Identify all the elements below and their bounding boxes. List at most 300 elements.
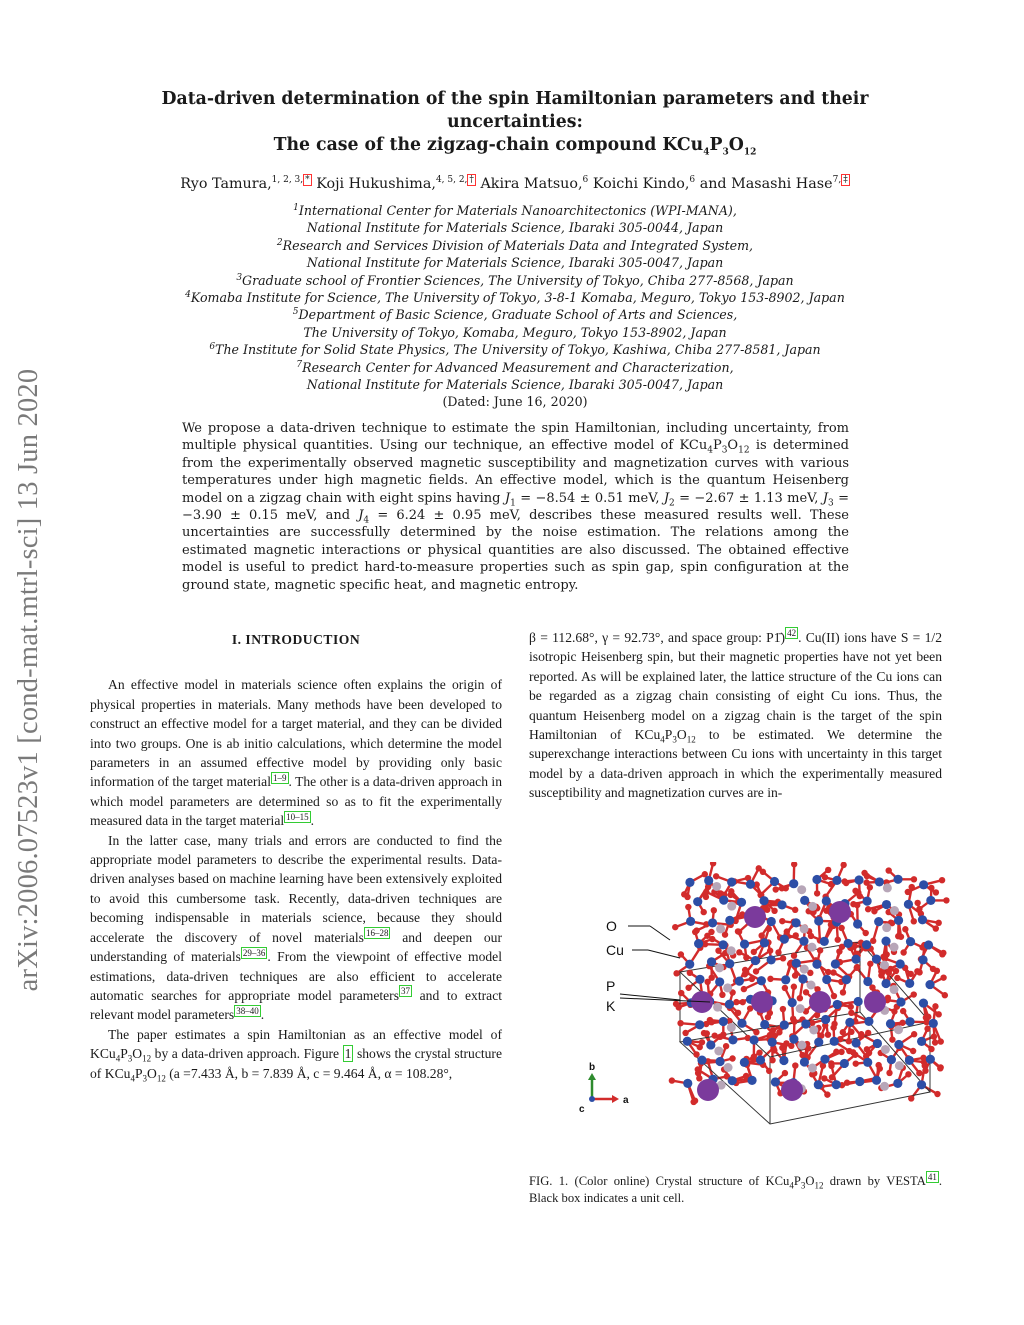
oxygen-atom [692, 929, 698, 935]
copper-atom [728, 1076, 737, 1085]
copper-atom [770, 877, 779, 886]
copper-atom [822, 975, 831, 984]
oxygen-atom [911, 876, 917, 882]
author-footnote-link[interactable]: * [305, 175, 310, 186]
oxygen-atom [740, 999, 746, 1005]
paragraph-3: The paper estimates a spin Hamiltonian as an effective model of $KCu_4P_3O_{12}$ by a data-driven approach. Figure 1 shows the crystal structure of $KCu_4P_3O_{12}$ (a =7.433 Å, b = 7.839 Å, c = 9.464 Å, α = 108.28°, [90, 1026, 502, 1084]
copper-atom [781, 975, 790, 984]
phosphorus-atom [890, 943, 899, 952]
citation-link[interactable]: 41 [927, 1171, 937, 1182]
copper-atom [918, 955, 927, 964]
oxygen-atom [766, 1068, 772, 1074]
copper-atom [740, 940, 749, 949]
oxygen-atom [711, 907, 717, 913]
copper-atom [694, 939, 703, 948]
oxygen-atom [889, 1036, 895, 1042]
oxygen-atom [852, 888, 858, 894]
oxygen-atom [911, 1031, 917, 1037]
oxygen-atom [791, 953, 797, 959]
oxygen-atom [848, 1029, 854, 1035]
copper-atom [695, 975, 704, 984]
copper-atom [751, 956, 760, 965]
copper-atom [685, 878, 694, 887]
oxygen-atom [701, 1030, 707, 1036]
copper-atom [851, 955, 860, 964]
citation-link[interactable]: 29–36 [242, 947, 266, 958]
oxygen-atom [940, 950, 946, 956]
oxygen-atom [854, 902, 860, 908]
figure-link[interactable]: 1 [344, 1046, 352, 1062]
copper-atom [695, 1020, 704, 1029]
oxygen-atom [870, 938, 876, 944]
author: Koji Hukushima,$^{4, 5, 2,}$ † [316, 175, 474, 192]
axis-label-c: c [579, 1104, 585, 1115]
citation-link[interactable]: 42 [787, 628, 797, 639]
oxygen-atom [895, 933, 901, 939]
phosphorus-atom [881, 1045, 890, 1054]
section-heading-introduction: I. INTRODUCTION [231, 632, 361, 647]
phosphorus-atom [808, 902, 817, 911]
copper-atom [792, 959, 801, 968]
oxygen-atom [916, 906, 922, 912]
oxygen-atom [823, 907, 829, 913]
oxygen-atom [779, 1045, 785, 1051]
copper-atom [929, 1019, 938, 1028]
copper-atom [719, 940, 728, 949]
oxygen-atom [682, 1030, 688, 1036]
author: Ryo Tamura,$^{1, 2, 3,}$ * [180, 175, 310, 192]
copper-atom [832, 1080, 841, 1089]
oxygen-atom [831, 993, 837, 999]
copper-atom [863, 1058, 872, 1067]
oxygen-atom [693, 1051, 699, 1057]
oxygen-atom [756, 1049, 762, 1055]
copper-atom [893, 875, 902, 884]
potassium-atom [751, 991, 773, 1013]
oxygen-atom [780, 1006, 786, 1012]
copper-atom [833, 1000, 842, 1009]
dated-line: (Dated: June 16, 2020) [442, 394, 588, 410]
oxygen-atom [771, 1047, 777, 1053]
copper-atom [685, 960, 694, 969]
copper-atom [855, 1077, 864, 1086]
oxygen-atom [935, 920, 941, 926]
oxygen-atom [779, 885, 785, 891]
copper-atom [821, 1015, 830, 1024]
copper-atom [740, 1058, 749, 1067]
author-footnote-link[interactable]: † [469, 175, 474, 186]
author-list [100, 176, 930, 192]
oxygen-atom [703, 889, 709, 895]
oxygen-atom [767, 976, 773, 982]
author: Akira Matsuo,$^6$ [480, 175, 589, 192]
copper-atom [844, 939, 853, 948]
oxygen-atom [776, 1029, 782, 1035]
right-column [529, 628, 942, 803]
oxygen-atom [751, 949, 757, 955]
oxygen-atom [743, 969, 749, 975]
oxygen-atom [695, 1066, 701, 1072]
phosphorus-atom [727, 1023, 736, 1032]
copper-atom [727, 877, 736, 886]
copper-atom [791, 918, 800, 927]
oxygen-atom [792, 907, 798, 913]
potassium-atom [809, 991, 831, 1013]
oxygen-atom [943, 897, 949, 903]
copper-atom [919, 998, 928, 1007]
copper-atom [715, 1057, 724, 1066]
oxygen-atom [719, 992, 725, 998]
copper-atom [906, 937, 915, 946]
copper-atom [863, 897, 872, 906]
copper-atom [800, 1057, 809, 1066]
formula-kcu4p3o12: $KCu_4P_3O_{12}$ [90, 1046, 152, 1064]
copper-atom [780, 935, 789, 944]
oxygen-atom [864, 1046, 870, 1052]
oxygen-atom [846, 1038, 852, 1044]
affiliation-line: $^7$Research Center for Advanced Measurement and Characterization, [296, 359, 734, 375]
oxygen-atom [753, 968, 759, 974]
oxygen-atom [931, 1033, 937, 1039]
oxygen-atom [840, 989, 846, 995]
oxygen-atom [677, 1020, 683, 1026]
oxygen-atom [861, 870, 867, 876]
oxygen-atom [908, 971, 914, 977]
author-footnote-link[interactable]: ‡ [843, 175, 848, 186]
oxygen-atom [942, 992, 948, 998]
oxygen-atom [701, 909, 707, 915]
oxygen-atom [681, 891, 687, 897]
oxygen-atom [711, 1032, 717, 1038]
affiliation-line: $^1$International Center for Materials Nanoarchitectonics (WPI-MANA), [293, 202, 737, 218]
oxygen-atom [865, 906, 871, 912]
oxygen-atom [940, 974, 946, 980]
copper-atom [789, 1035, 798, 1044]
axis-a-head [612, 1095, 619, 1103]
copper-atom [728, 1035, 737, 1044]
copper-atom [820, 937, 829, 946]
legend-label-cu: Cu [606, 942, 624, 958]
oxygen-atom [673, 970, 679, 976]
copper-atom [852, 1038, 861, 1047]
oxygen-atom [865, 1030, 871, 1036]
copper-atom [801, 1019, 810, 1028]
copper-atom [725, 1000, 734, 1009]
copper-atom [881, 937, 890, 946]
copper-atom [872, 1076, 881, 1085]
phosphorus-atom [883, 883, 892, 892]
copper-atom [737, 1019, 746, 1028]
legend-pointer [648, 950, 680, 958]
phosphorus-atom [723, 983, 732, 992]
oxygen-atom [775, 949, 781, 955]
oxygen-atom [905, 1071, 911, 1077]
phosphorus-atom [806, 981, 815, 990]
copper-atom [768, 1038, 777, 1047]
oxygen-atom [685, 985, 691, 991]
copper-atom [771, 1077, 780, 1086]
oxygen-atom [933, 925, 939, 931]
oxygen-atom [814, 890, 820, 896]
copper-atom [708, 918, 717, 927]
oxygen-atom [791, 862, 797, 867]
formula-kcu4p3o12: $KCu_4P_3O_{12}$ [634, 727, 696, 745]
phosphorus-atom [796, 1004, 805, 1013]
abstract: We propose a data-driven technique to estimate the spin Hamiltonian, including uncertainty, from multiple physical quantities. Using our technique, an effective model of $KCu_4P_3O_{12}$ is determined from the experimentally observed magnetic susceptibility and magnetization curves with various temperatures under high magnetic fields. An effective model, which is the quantum Heisenberg model on a zigzag chain with eight spins having $J_1 = -8.54 \pm 0.51$ meV, $J_2 = -2.67 \pm 1.13$ meV, $J_3 = -3.90 \pm 0.15$ meV, and $J_4 = 6.24 \pm 0.95$ meV, describes these measured results well. These uncertainties are successfully determined by the noise estimation. The relations among the estimated magnetic interactions or physical quantities are also discussed. The obtained effective model is useful to predict hard-to-measure properties such as spin gap, spin configuration at the ground state, magnetic specific heat, and magnetic entropy. [182, 421, 849, 593]
axis-label-a: a [623, 1095, 629, 1106]
oxygen-atom [932, 1039, 938, 1045]
oxygen-atom [782, 1070, 788, 1076]
oxygen-atom [848, 1004, 854, 1010]
copper-atom [842, 975, 851, 984]
copper-atom [918, 915, 927, 924]
legend-label-k: K [606, 998, 616, 1014]
oxygen-atom [875, 1062, 881, 1068]
oxygen-atom [791, 984, 797, 990]
title-line-3: The case of the zigzag-chain compound $KCu_4P_3O_{12}$ [273, 135, 757, 158]
copper-atom [862, 940, 871, 949]
copper-atom [919, 880, 928, 889]
copper-atom [905, 1056, 914, 1065]
oxygen-atom [727, 892, 733, 898]
oxygen-atom [690, 1099, 696, 1105]
copper-atom [875, 877, 884, 886]
copper-atom [767, 917, 776, 926]
oxygen-atom [899, 1020, 905, 1026]
oxygen-atom [766, 926, 772, 932]
citation-link[interactable]: 38–40 [236, 1005, 259, 1016]
oxygen-atom [928, 1046, 934, 1052]
oxygen-atom [902, 926, 908, 932]
oxygen-atom [678, 990, 684, 996]
oxygen-atom [773, 886, 779, 892]
copper-atom [812, 875, 821, 884]
copper-atom [735, 977, 744, 986]
oxygen-atom [707, 1017, 713, 1023]
oxygen-atom [821, 1075, 827, 1081]
oxygen-atom [797, 995, 803, 1001]
oxygen-atom [934, 968, 940, 974]
copper-atom [854, 997, 863, 1006]
copper-atom [873, 1039, 882, 1048]
oxygen-atom [749, 976, 755, 982]
oxygen-atom [710, 862, 716, 867]
potassium-atom [781, 1079, 803, 1101]
copper-atom [917, 1037, 926, 1046]
copper-atom [683, 1037, 692, 1046]
copper-atom [864, 1017, 873, 1026]
copper-atom [863, 977, 872, 986]
oxygen-atom [908, 1095, 914, 1101]
copper-atom [800, 896, 809, 905]
oxygen-atom [767, 1032, 773, 1038]
phosphorus-atom [894, 1025, 903, 1034]
copper-atom [896, 959, 905, 968]
axis-label-b: b [589, 1062, 596, 1073]
potassium-atom [697, 1079, 719, 1101]
phosphorus-atom [880, 1082, 889, 1091]
oxygen-atom [673, 1001, 679, 1007]
affiliations [100, 202, 930, 411]
copper-atom [926, 896, 935, 905]
oxygen-atom [704, 979, 710, 985]
oxygen-atom [853, 1060, 859, 1066]
affiliation-line: National Institute for Materials Science, Ibaraki 305-0044, Japan [306, 220, 724, 236]
author: Koichi Kindo,$^6$ [592, 175, 696, 192]
oxygen-atom [769, 1057, 775, 1063]
copper-atom [707, 957, 716, 966]
arxiv-stamp-text: arXiv:2006.07523v1 [cond-mat.mtrl-sci] 13 Jun 2020 [13, 368, 44, 992]
oxygen-atom [741, 986, 747, 992]
phosphorus-atom [727, 902, 736, 911]
citation-link[interactable]: 37 [401, 986, 411, 997]
oxygen-atom [886, 1070, 892, 1076]
oxygen-atom [793, 932, 799, 938]
oxygen-atom [825, 867, 831, 873]
phosphorus-atom [890, 906, 899, 915]
copper-atom [924, 940, 933, 949]
copper-atom [759, 896, 768, 905]
copper-atom [830, 1037, 839, 1046]
copper-atom [760, 1020, 769, 1029]
copper-atom [882, 900, 891, 909]
copper-atom [814, 1080, 823, 1089]
axis-b-head [588, 1073, 596, 1080]
oxygen-atom [909, 884, 915, 890]
oxygen-atom [808, 933, 814, 939]
copper-atom [719, 1017, 728, 1026]
formula-kcu4p3o12: $KCu_4P_3O_{12}$ [765, 1174, 824, 1191]
copper-atom [874, 917, 883, 926]
oxygen-atom [733, 999, 739, 1005]
copper-atom [905, 1017, 914, 1026]
oxygen-atom [920, 1055, 926, 1061]
oxygen-atom [791, 1018, 797, 1024]
phosphorus-atom [712, 882, 721, 891]
phosphorus-atom [713, 1003, 722, 1012]
phosphorus-atom [880, 961, 889, 970]
phosphorus-atom [797, 1041, 806, 1050]
copper-atom [887, 1055, 896, 1064]
oxygen-atom [779, 918, 785, 924]
oxygen-atom [729, 1055, 735, 1061]
oxygen-atom [835, 937, 841, 943]
oxygen-atom [817, 947, 823, 953]
phosphorus-atom [809, 1025, 818, 1034]
oxygen-atom [735, 1010, 741, 1016]
affiliation-line: The University of Tokyo, Komaba, Meguro, Tokyo 153-8902, Japan [303, 324, 727, 340]
affiliation-line: National Institute for Materials Science, Ibaraki 305-0047, Japan [306, 255, 724, 271]
legend-label-p: P [606, 978, 616, 994]
oxygen-atom [838, 925, 844, 931]
oxygen-atom [829, 1074, 835, 1080]
oxygen-atom [736, 949, 742, 955]
phosphorus-atom [807, 943, 816, 952]
copper-atom [719, 896, 728, 905]
copper-atom [820, 1055, 829, 1064]
copper-atom [926, 1055, 935, 1064]
oxygen-atom [850, 1049, 856, 1055]
copper-atom [894, 1040, 903, 1049]
copper-atom [853, 919, 862, 928]
copper-atom [789, 879, 798, 888]
oxygen-atom [760, 869, 766, 875]
oxygen-atom [867, 884, 873, 890]
oxygen-atom [911, 918, 917, 924]
oxygen-atom [699, 1039, 705, 1045]
copper-atom [788, 998, 797, 1007]
affiliation-line: $^2$Research and Services Division of Materials Data and Integrated System, [276, 237, 754, 253]
paragraph-1: An effective model in materials science often explains the origin of physical properties in materials. Many methods have been developed to construct an effective model for a target material, and they can be divided into two groups. One is ab initio calculations, which determine the model parameters in an assumed effective model by providing only basic information of the target material $^{1-9}$ . The other is a data-driven approach in which model parameters are determined so as to fit the experimentally measured data in the target material $^{10-15}$ . [90, 677, 502, 829]
phosphorus-atom [800, 965, 809, 974]
copper-atom [886, 1019, 895, 1028]
phosphorus-atom [797, 885, 806, 894]
copper-atom [814, 1037, 823, 1046]
left-column [90, 630, 502, 1083]
phosphorus-atom [714, 1046, 723, 1055]
oxygen-atom [678, 951, 684, 957]
phosphorus-atom [724, 1063, 733, 1072]
affiliation-line: $^6$The Institute for Solid State Physics, The University of Tokyo, Kashiwa, Chiba 277-8581, Japan [209, 342, 821, 358]
oxygen-atom [840, 1029, 846, 1035]
oxygen-atom [824, 1091, 830, 1097]
oxygen-atom [743, 954, 749, 960]
oxygen-atom [687, 970, 693, 976]
legend-label-o: O [606, 918, 617, 934]
oxygen-atom [771, 908, 777, 914]
copper-atom [822, 896, 831, 905]
oxygen-atom [937, 1065, 943, 1071]
oxygen-atom [938, 1038, 944, 1044]
phosphorus-atom [727, 946, 736, 955]
citation-link[interactable]: 16–28 [365, 928, 389, 939]
oxygen-atom [822, 874, 828, 880]
copper-atom [686, 917, 695, 926]
citation-link[interactable]: 10–15 [286, 811, 309, 822]
copper-atom [737, 898, 746, 907]
copper-atom [831, 959, 840, 968]
oxygen-atom [871, 908, 877, 914]
oxygen-atom [910, 1048, 916, 1054]
oxygen-atom [767, 948, 773, 954]
oxygen-atom [863, 930, 869, 936]
crystal-structure-figure [530, 862, 950, 1132]
phosphorus-atom [890, 985, 899, 994]
oxygen-atom [922, 1063, 928, 1069]
oxygen-atom [669, 1077, 675, 1083]
copper-atom [757, 976, 766, 985]
oxygen-atom [911, 991, 917, 997]
oxygen-atom [792, 972, 798, 978]
paragraph-2: In the latter case, many trials and errors are conducted to find the appropriate model parameters to describe the experimental results. Data-driven analyses based on machine learning have been extensively exploited to avoid this cumbersome task. Recently, data-driven techniques are becoming indispensable in materials science, because they should accelerate the discovery of novel materials $^{16-28}$ and deepen our understanding of materials $^{29-36}$ . From the viewpoint of effective model estimations, data-driven techniques are also efficient to accelerate automatic searches for appropriate model parameters $^{37}$ and to extract relevant model parameters $^{38-40}$ . [90, 832, 503, 1023]
arxiv-stamp [8, 300, 50, 1060]
copper-atom [799, 937, 808, 946]
oxygen-atom [685, 904, 691, 910]
formula-kcu4p3o12: $KCu_4P_3O_{12}$ [104, 1065, 166, 1084]
oxygen-atom [717, 1034, 723, 1040]
copper-atom [780, 1020, 789, 1029]
citation-link[interactable]: 1–9 [273, 772, 287, 783]
oxygen-atom [924, 1026, 930, 1032]
affiliation-line: $^4$Komaba Institute for Science, The University of Tokyo, 3-8-1 Komaba, Meguro, Tokyo 153-8902, Japan [185, 289, 845, 306]
copper-atom [904, 900, 913, 909]
oxygen-atom [672, 924, 678, 930]
copper-atom [840, 1059, 849, 1068]
affiliation-line: $^5$Department of Basic Science, Graduate School of Arts and Sciences, [292, 307, 738, 323]
oxygen-atom [780, 955, 786, 961]
oxygen-atom [932, 1003, 938, 1009]
oxygen-atom [936, 1011, 942, 1017]
